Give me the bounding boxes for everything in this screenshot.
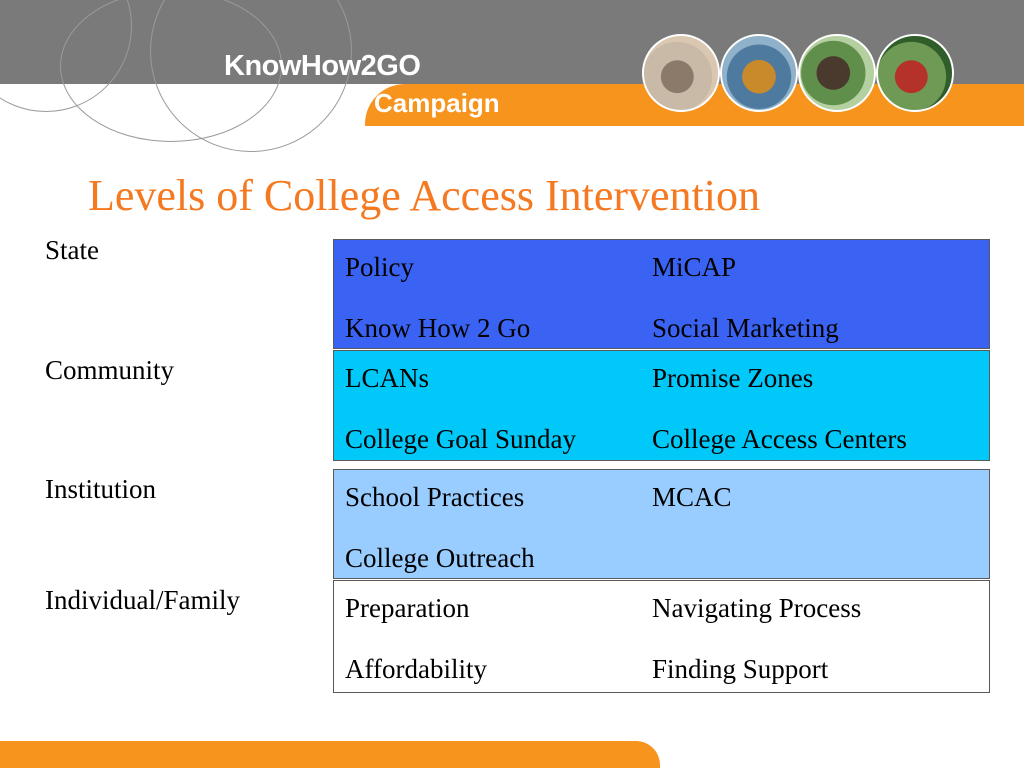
table-band-community — [333, 350, 990, 461]
slide-header — [0, 0, 1024, 128]
level-label-community: Community — [45, 355, 175, 385]
logo-knowhow2go: KnowHow2GO — [224, 50, 421, 82]
cell-navigating-process: Navigating Process — [652, 593, 862, 623]
level-label-state: State — [45, 235, 99, 265]
table-band-family — [333, 580, 990, 693]
cell-mcac: MCAC — [652, 482, 732, 512]
level-label-family: Individual/Family — [45, 585, 240, 615]
slide-title: Levels of College Access Intervention — [88, 171, 761, 220]
cell-finding-support: Finding Support — [652, 654, 829, 684]
footer-orange-bar — [0, 741, 660, 768]
cell-college-outreach: College Outreach — [345, 543, 535, 573]
table-band-state — [333, 239, 990, 349]
cell-school-practices: School Practices — [345, 482, 525, 512]
cell-college-access-centers: College Access Centers — [652, 424, 907, 454]
logo-campaign: Campaign — [374, 88, 500, 118]
level-label-institution: Institution — [45, 474, 157, 504]
cell-affordability: Affordability — [345, 654, 487, 684]
photo-circle-3 — [798, 34, 876, 112]
cell-micap: MiCAP — [652, 252, 737, 282]
photo-circle-2 — [720, 34, 798, 112]
cell-social-marketing: Social Marketing — [652, 313, 839, 343]
cell-college-goal-sunday: College Goal Sunday — [345, 424, 576, 454]
cell-know-how-2-go: Know How 2 Go — [345, 313, 531, 343]
photo-circle-1 — [642, 34, 720, 112]
cell-policy: Policy — [345, 252, 415, 282]
cell-preparation: Preparation — [345, 593, 470, 623]
table-band-institution — [333, 469, 990, 579]
cell-lcans: LCANs — [345, 363, 430, 393]
photo-circle-4 — [876, 34, 954, 112]
cell-promise-zones: Promise Zones — [652, 363, 814, 393]
